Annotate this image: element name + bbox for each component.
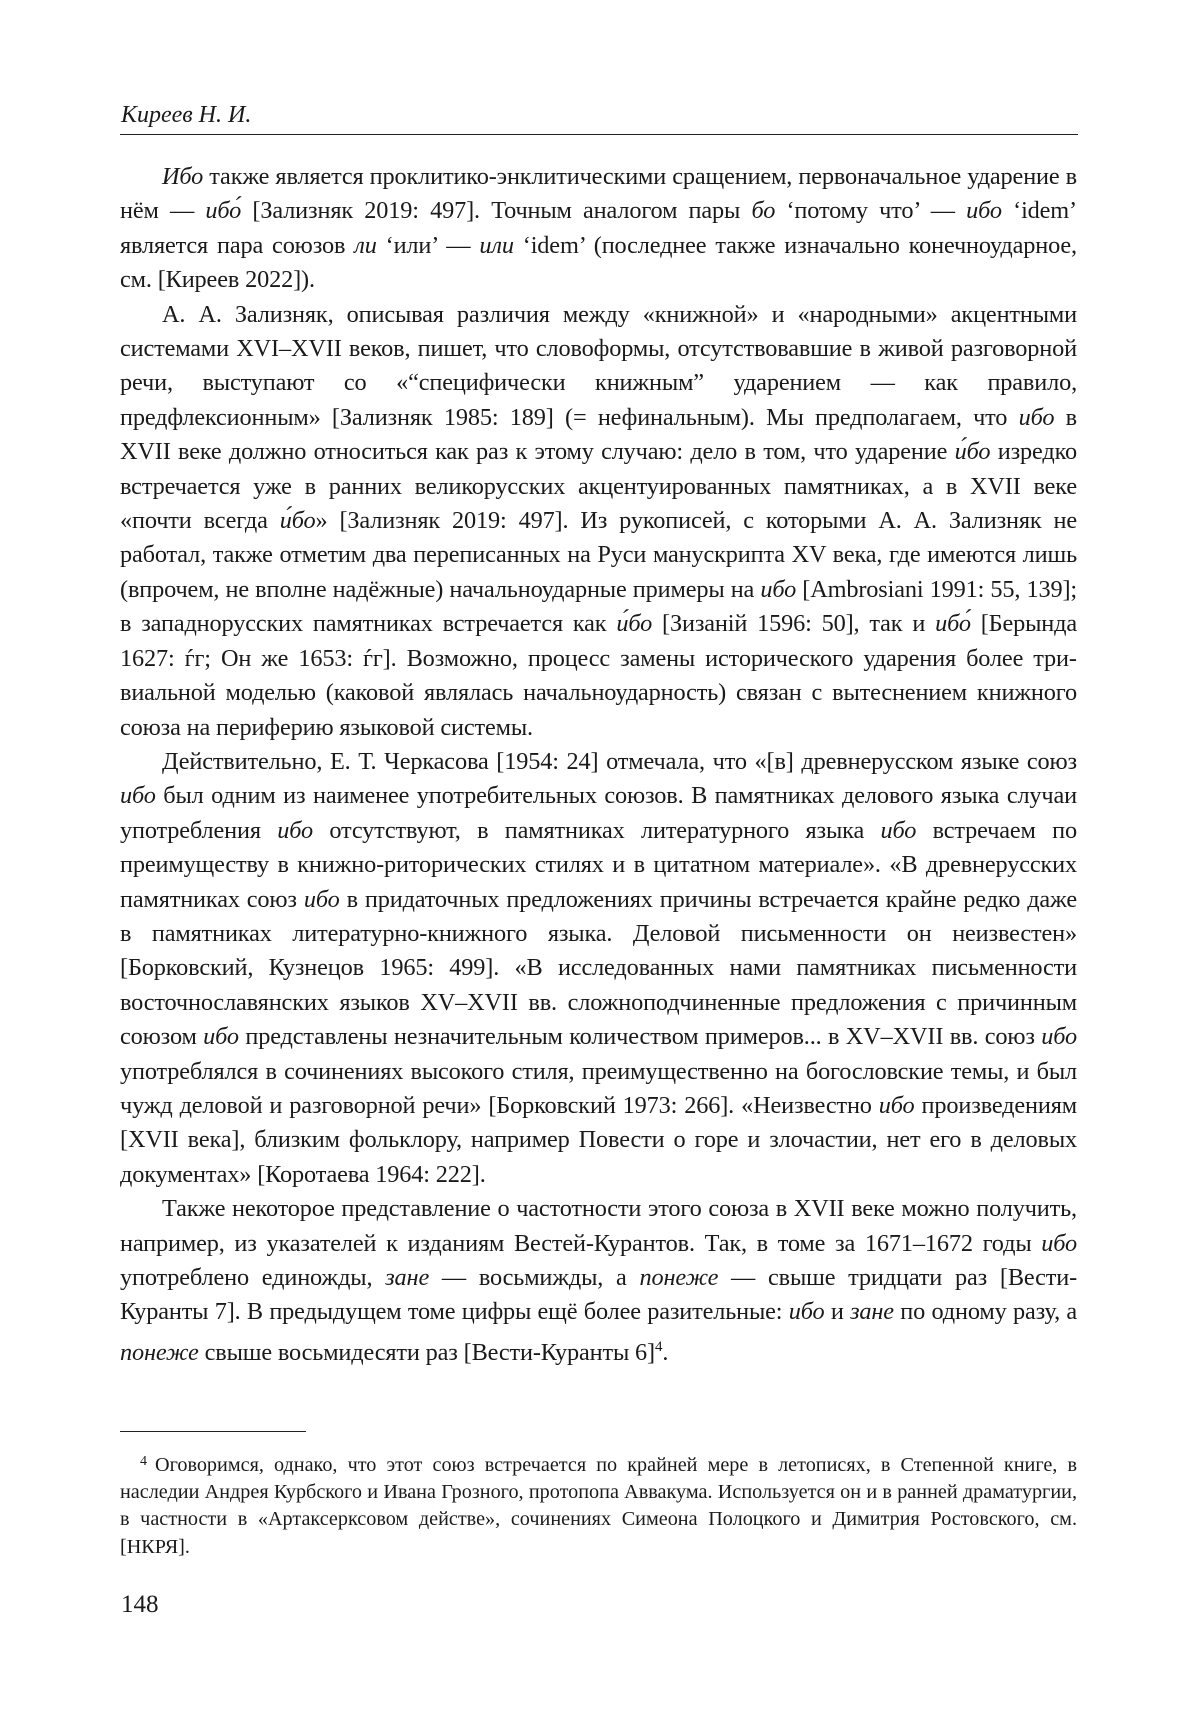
text-run: ‘idem’ является пара союзов (120, 197, 1077, 259)
text-run: ‘потому что’ — (775, 197, 967, 225)
italic-term: Ибо (162, 163, 204, 190)
text-run: . (662, 1338, 669, 1366)
header-rule (120, 134, 1078, 135)
italic-term: ибо (878, 1091, 915, 1119)
text-run: Также некоторое представление о частотности этого союза в XVII веке можно получить, например, из указателей к изданиям Вестей-Курантов. Так, в томе за 1671–1672 годы (120, 1195, 1077, 1257)
text-run: [Зизаній 1596: 50], так и (652, 610, 936, 638)
italic-term: ли (354, 231, 377, 259)
italic-term: ибо (788, 1298, 825, 1326)
paragraph (120, 160, 1077, 298)
text-run: [Берында 1627: ѓг; Он же 1653: ѓг]. Возможно, процесс замены исторического ударения более тривиальной моделью (каковой являлась начальноударность) связан с вытеснением книжного союза на периферию языковой системы. (120, 610, 1077, 741)
footnote-number: 4 (140, 1454, 147, 1469)
text-run: произведениям [XVII века], близким фольклору, например Повести о горе и злочастии, нет его в деловых документах» [Коротаева 1964: 222]. (120, 1091, 1077, 1188)
text-run: отсутствуют, в памятниках литературного языка (313, 816, 881, 844)
italic-term: ибо (880, 816, 917, 844)
italic-term: ибо (203, 1023, 239, 1051)
text-run: ‘или’ — (376, 231, 480, 259)
running-head: Киреев Н. И. (121, 102, 252, 128)
italic-term: ибо́ (205, 197, 242, 225)
body-text (120, 160, 1077, 1370)
italic-term: ибо (1041, 1229, 1077, 1257)
text-run: [Зализняк 2019: 497]. Точным аналогом пары (241, 197, 752, 225)
paragraph (120, 1192, 1077, 1370)
footnote-reference: 4 (655, 1338, 663, 1355)
italic-term: и́бо (279, 507, 316, 535)
italic-term: ибо (1018, 403, 1055, 431)
italic-term: ибо (1041, 1023, 1077, 1051)
italic-term: ибо (277, 816, 313, 844)
italic-term: зане (385, 1264, 430, 1291)
italic-term: ибо́ (935, 610, 971, 638)
footnote (120, 1448, 1077, 1561)
italic-term: понеже (120, 1338, 199, 1366)
text-run: также является проклитико-энклитическими сращением, первоначальное ударение в нём — (120, 163, 1077, 225)
text-run: изредко встречается уже в ранних великорусских акцентуированных памятниках, а в XVII веке «почти всегда (120, 438, 1077, 535)
italic-term: бо (751, 197, 776, 225)
text-run: [Ambrosiani 1991: 55, 139]; в западнорусских памятниках встречается как (120, 575, 1077, 638)
text-run: — восьмижды, а (429, 1264, 640, 1291)
paragraph (120, 298, 1077, 745)
text-run: в придаточных предложениях причины встречается крайне редко даже в памятниках литературно-книжного языка. Деловой письменности он неизвестен» [Борковский, Кузнецов 1965: 499]. «В исследованных нами памятниках письменности восточнославянских языков XV–XVII вв. сложноподчиненные предложения с причинным союзом (120, 885, 1078, 1051)
text-run: был одним из наименее употребительных союзов. В памятниках делового языка случаи употребления (120, 782, 1077, 844)
italic-term: ибо (120, 782, 156, 810)
page-number: 148 (121, 1591, 159, 1618)
footnote-text: Оговоримся, однако, что этот союз встречается по крайней мере в летописях, в Степенной книге, в наследии Андрея Курбского и Ивана Грозного, протопопа Аввакума. Используется он и в ранней драматургии, в частности в «Артаксерксовом действе», сочинениях Симеона Полоцкого и Димитрия Ростовского, см. [НКРЯ]. (120, 1454, 1077, 1558)
italic-term: ибо (760, 575, 797, 603)
text-run: в XVII веке должно относиться как раз к этому случаю: дело в том, что ударение (120, 403, 1077, 466)
italic-term: и́бо (954, 438, 991, 466)
italic-term: или (479, 231, 514, 259)
footnote-rule (120, 1431, 306, 1432)
italic-term: ибо (303, 885, 340, 913)
text-run: свыше восьмидесяти раз [Вести-Куранты 6] (198, 1338, 655, 1366)
text-run: и (824, 1298, 851, 1326)
text-run: употреблялся в сочинениях высокого стиля, преимущественно на богословские темы, и был чужд деловой и разговорной речи» [Борковский 1973: 266]. «Неизвестно (120, 1057, 1077, 1119)
text-run: по одному разу, а (893, 1298, 1078, 1326)
text-run: А. А. Зализняк, описывая различия между «книжной» и «народными» акцентными системами XVI–XVII веков, пишет, что словоформы, отсутствовавшие в живой разговорной речи, выступают со «“специфически книжным” ударением — как правило, предфлексионным» [Зализняк 1985: 189] (= нефинальным). Мы предполагаем, что (120, 300, 1077, 431)
text-run: » [Зализняк 2019: 497]. Из рукописей, с которыми А. А. Зализняк не работал, также отметим два переписанных на Руси манускрипта XV века, где имеются лишь (впрочем, не вполне надёжные) начальноударные примеры на (120, 507, 1078, 603)
italic-term: понеже (639, 1264, 719, 1291)
text-run: Действительно, Е. Т. Черкасова [1954: 24] отмечала, что «[в] древнерусском языке союз (162, 747, 1077, 775)
text-run: встречаем по преимуществу в книжно-риторических стилях и в цитатном материале». «В древнерусских памятниках союз (120, 816, 1077, 913)
text-run: употреблено единожды, (120, 1264, 386, 1291)
text-run: представлены незначительным количеством примеров... в XV–XVII вв. союз (238, 1023, 1042, 1051)
text-run: ‘idem’ (последнее также изначально конечноударное, см. [Киреев 2022]). (120, 231, 1077, 294)
paragraph (120, 745, 1077, 1192)
italic-term: и́бо (616, 610, 653, 638)
text-run: — свыше тридцати раз [Вести-Куранты 7]. В предыдущем томе цифры ещё более разительные: (120, 1264, 1078, 1326)
italic-term: ибо (966, 197, 1002, 225)
italic-term: зане (850, 1298, 894, 1326)
